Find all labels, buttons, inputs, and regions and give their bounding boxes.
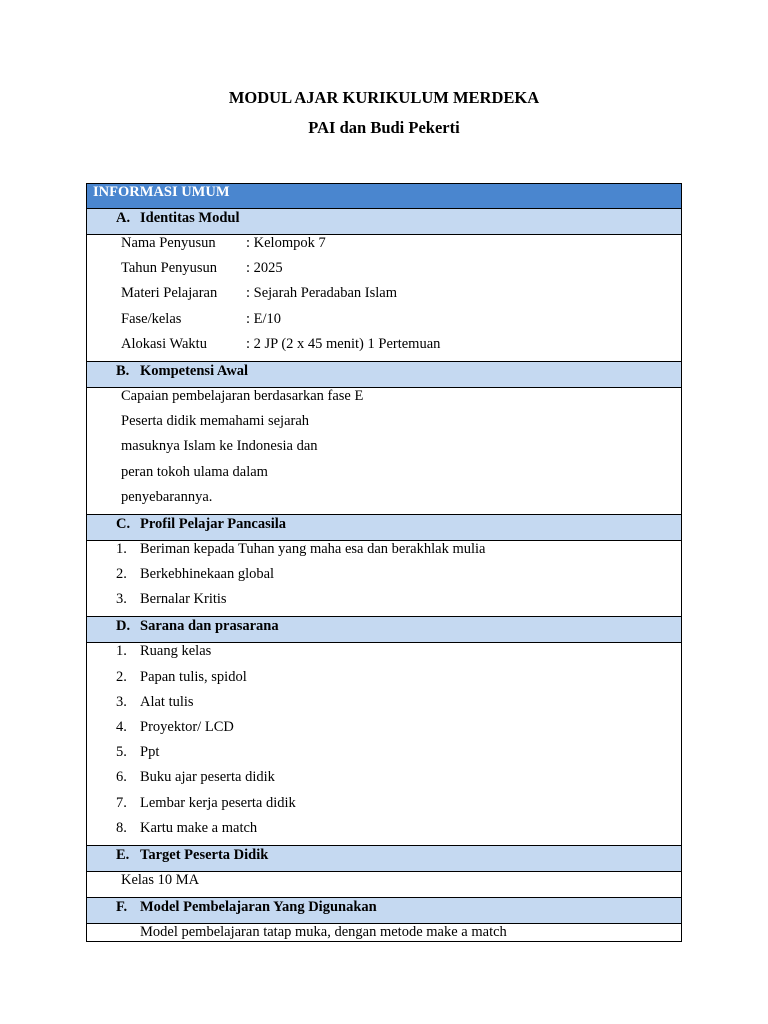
identity-key: Nama Penyusun bbox=[121, 235, 216, 251]
section-letter: F. bbox=[116, 899, 128, 916]
list-number: 5. bbox=[116, 744, 127, 761]
identity-row bbox=[87, 285, 681, 310]
section-e-body bbox=[87, 872, 681, 898]
list-item bbox=[87, 566, 681, 591]
list-item bbox=[87, 669, 681, 694]
list-item bbox=[87, 744, 681, 769]
text-line-content: Peserta didik memahami sejarah bbox=[121, 413, 310, 430]
section-f-body bbox=[87, 924, 681, 941]
model-text: Model pembelajaran tatap muka, dengan metode make a match bbox=[140, 924, 507, 941]
text-line-content: penyebarannya. bbox=[121, 488, 213, 505]
text-line bbox=[87, 872, 681, 897]
section-letter: D. bbox=[116, 618, 131, 635]
list-number: 8. bbox=[116, 819, 127, 836]
identity-row bbox=[87, 311, 681, 336]
text-line-content: peran tokoh ulama dalam bbox=[121, 463, 268, 480]
text-line-content: masuknya Islam ke Indonesia dan bbox=[121, 438, 318, 455]
section-a-body bbox=[87, 235, 681, 362]
identity-value: : Sejarah Peradaban Islam bbox=[246, 285, 397, 302]
list-item bbox=[87, 719, 681, 744]
identity-value: : Kelompok 7 bbox=[246, 235, 326, 251]
list-text: Beriman kepada Tuhan yang maha esa dan berakhlak mulia bbox=[140, 540, 486, 557]
list-text: Ruang kelas bbox=[140, 643, 212, 660]
identity-row bbox=[87, 336, 681, 361]
identity-value: : 2025 bbox=[246, 260, 283, 277]
list-number: 1. bbox=[116, 540, 127, 557]
document-title: MODUL AJAR KURIKULUM MERDEKA bbox=[228, 88, 540, 107]
text-line bbox=[87, 464, 681, 489]
section-label: Profil Pelajar Pancasila bbox=[140, 515, 287, 532]
list-item bbox=[87, 541, 681, 566]
text-line bbox=[87, 924, 681, 941]
identity-value: : E/10 bbox=[246, 310, 282, 327]
section-letter: A. bbox=[116, 210, 131, 226]
list-item bbox=[87, 643, 681, 668]
section-b-header bbox=[87, 362, 681, 388]
text-line bbox=[87, 388, 681, 413]
section-c-body bbox=[87, 541, 681, 618]
list-text: Lembar kerja peserta didik bbox=[140, 794, 296, 811]
list-text: Proyektor/ LCD bbox=[140, 719, 234, 735]
list-text: Papan tulis, spidol bbox=[140, 668, 247, 685]
list-text: Alat tulis bbox=[140, 693, 194, 710]
text-line bbox=[87, 438, 681, 463]
section-label: Target Peserta Didik bbox=[140, 846, 269, 863]
info-table bbox=[86, 183, 682, 942]
list-item bbox=[87, 820, 681, 845]
section-label: Identitas Modul bbox=[140, 210, 240, 226]
section-label: Kompetensi Awal bbox=[140, 362, 249, 379]
section-a-header bbox=[87, 209, 681, 235]
section-d-header bbox=[87, 617, 681, 643]
section-f-header bbox=[87, 898, 681, 924]
text-line-content: Capaian pembelajaran berdasarkan fase E bbox=[121, 387, 364, 404]
list-item bbox=[87, 795, 681, 820]
list-item bbox=[87, 769, 681, 794]
identity-row bbox=[87, 235, 681, 260]
section-e-header bbox=[87, 846, 681, 872]
section-letter: E. bbox=[116, 846, 130, 863]
section-b-body bbox=[87, 388, 681, 515]
list-number: 2. bbox=[116, 668, 127, 685]
text-line bbox=[87, 413, 681, 438]
document-subtitle: PAI dan Budi Pekerti bbox=[308, 118, 460, 137]
list-text: Buku ajar peserta didik bbox=[140, 769, 275, 786]
identity-key: Fase/kelas bbox=[121, 310, 182, 327]
list-number: 4. bbox=[116, 719, 127, 735]
list-number: 1. bbox=[116, 643, 127, 660]
info-header: INFORMASI UMUM bbox=[87, 184, 681, 209]
section-letter: B. bbox=[116, 362, 130, 379]
section-letter: C. bbox=[116, 515, 131, 532]
list-item bbox=[87, 591, 681, 616]
identity-key: Tahun Penyusun bbox=[121, 260, 218, 277]
list-text: Kartu make a match bbox=[140, 819, 258, 836]
list-text: Berkebhinekaan global bbox=[140, 566, 275, 583]
identity-key: Materi Pelajaran bbox=[121, 285, 218, 302]
list-text: Bernalar Kritis bbox=[140, 591, 227, 608]
identity-row bbox=[87, 260, 681, 285]
list-number: 3. bbox=[116, 693, 127, 710]
list-number: 3. bbox=[116, 591, 127, 608]
list-number: 2. bbox=[116, 566, 127, 583]
section-label: Model Pembelajaran Yang Digunakan bbox=[140, 899, 377, 916]
section-c-header bbox=[87, 515, 681, 541]
list-number: 6. bbox=[116, 769, 127, 786]
section-label: Sarana dan prasarana bbox=[140, 618, 279, 635]
list-number: 7. bbox=[116, 794, 127, 811]
identity-value: : 2 JP (2 x 45 menit) 1 Pertemuan bbox=[246, 335, 441, 352]
identity-key: Alokasi Waktu bbox=[121, 335, 207, 352]
list-text: Ppt bbox=[140, 744, 160, 761]
text-line bbox=[87, 489, 681, 514]
section-d-body bbox=[87, 643, 681, 846]
list-item bbox=[87, 694, 681, 719]
target-text: Kelas 10 MA bbox=[121, 871, 200, 888]
